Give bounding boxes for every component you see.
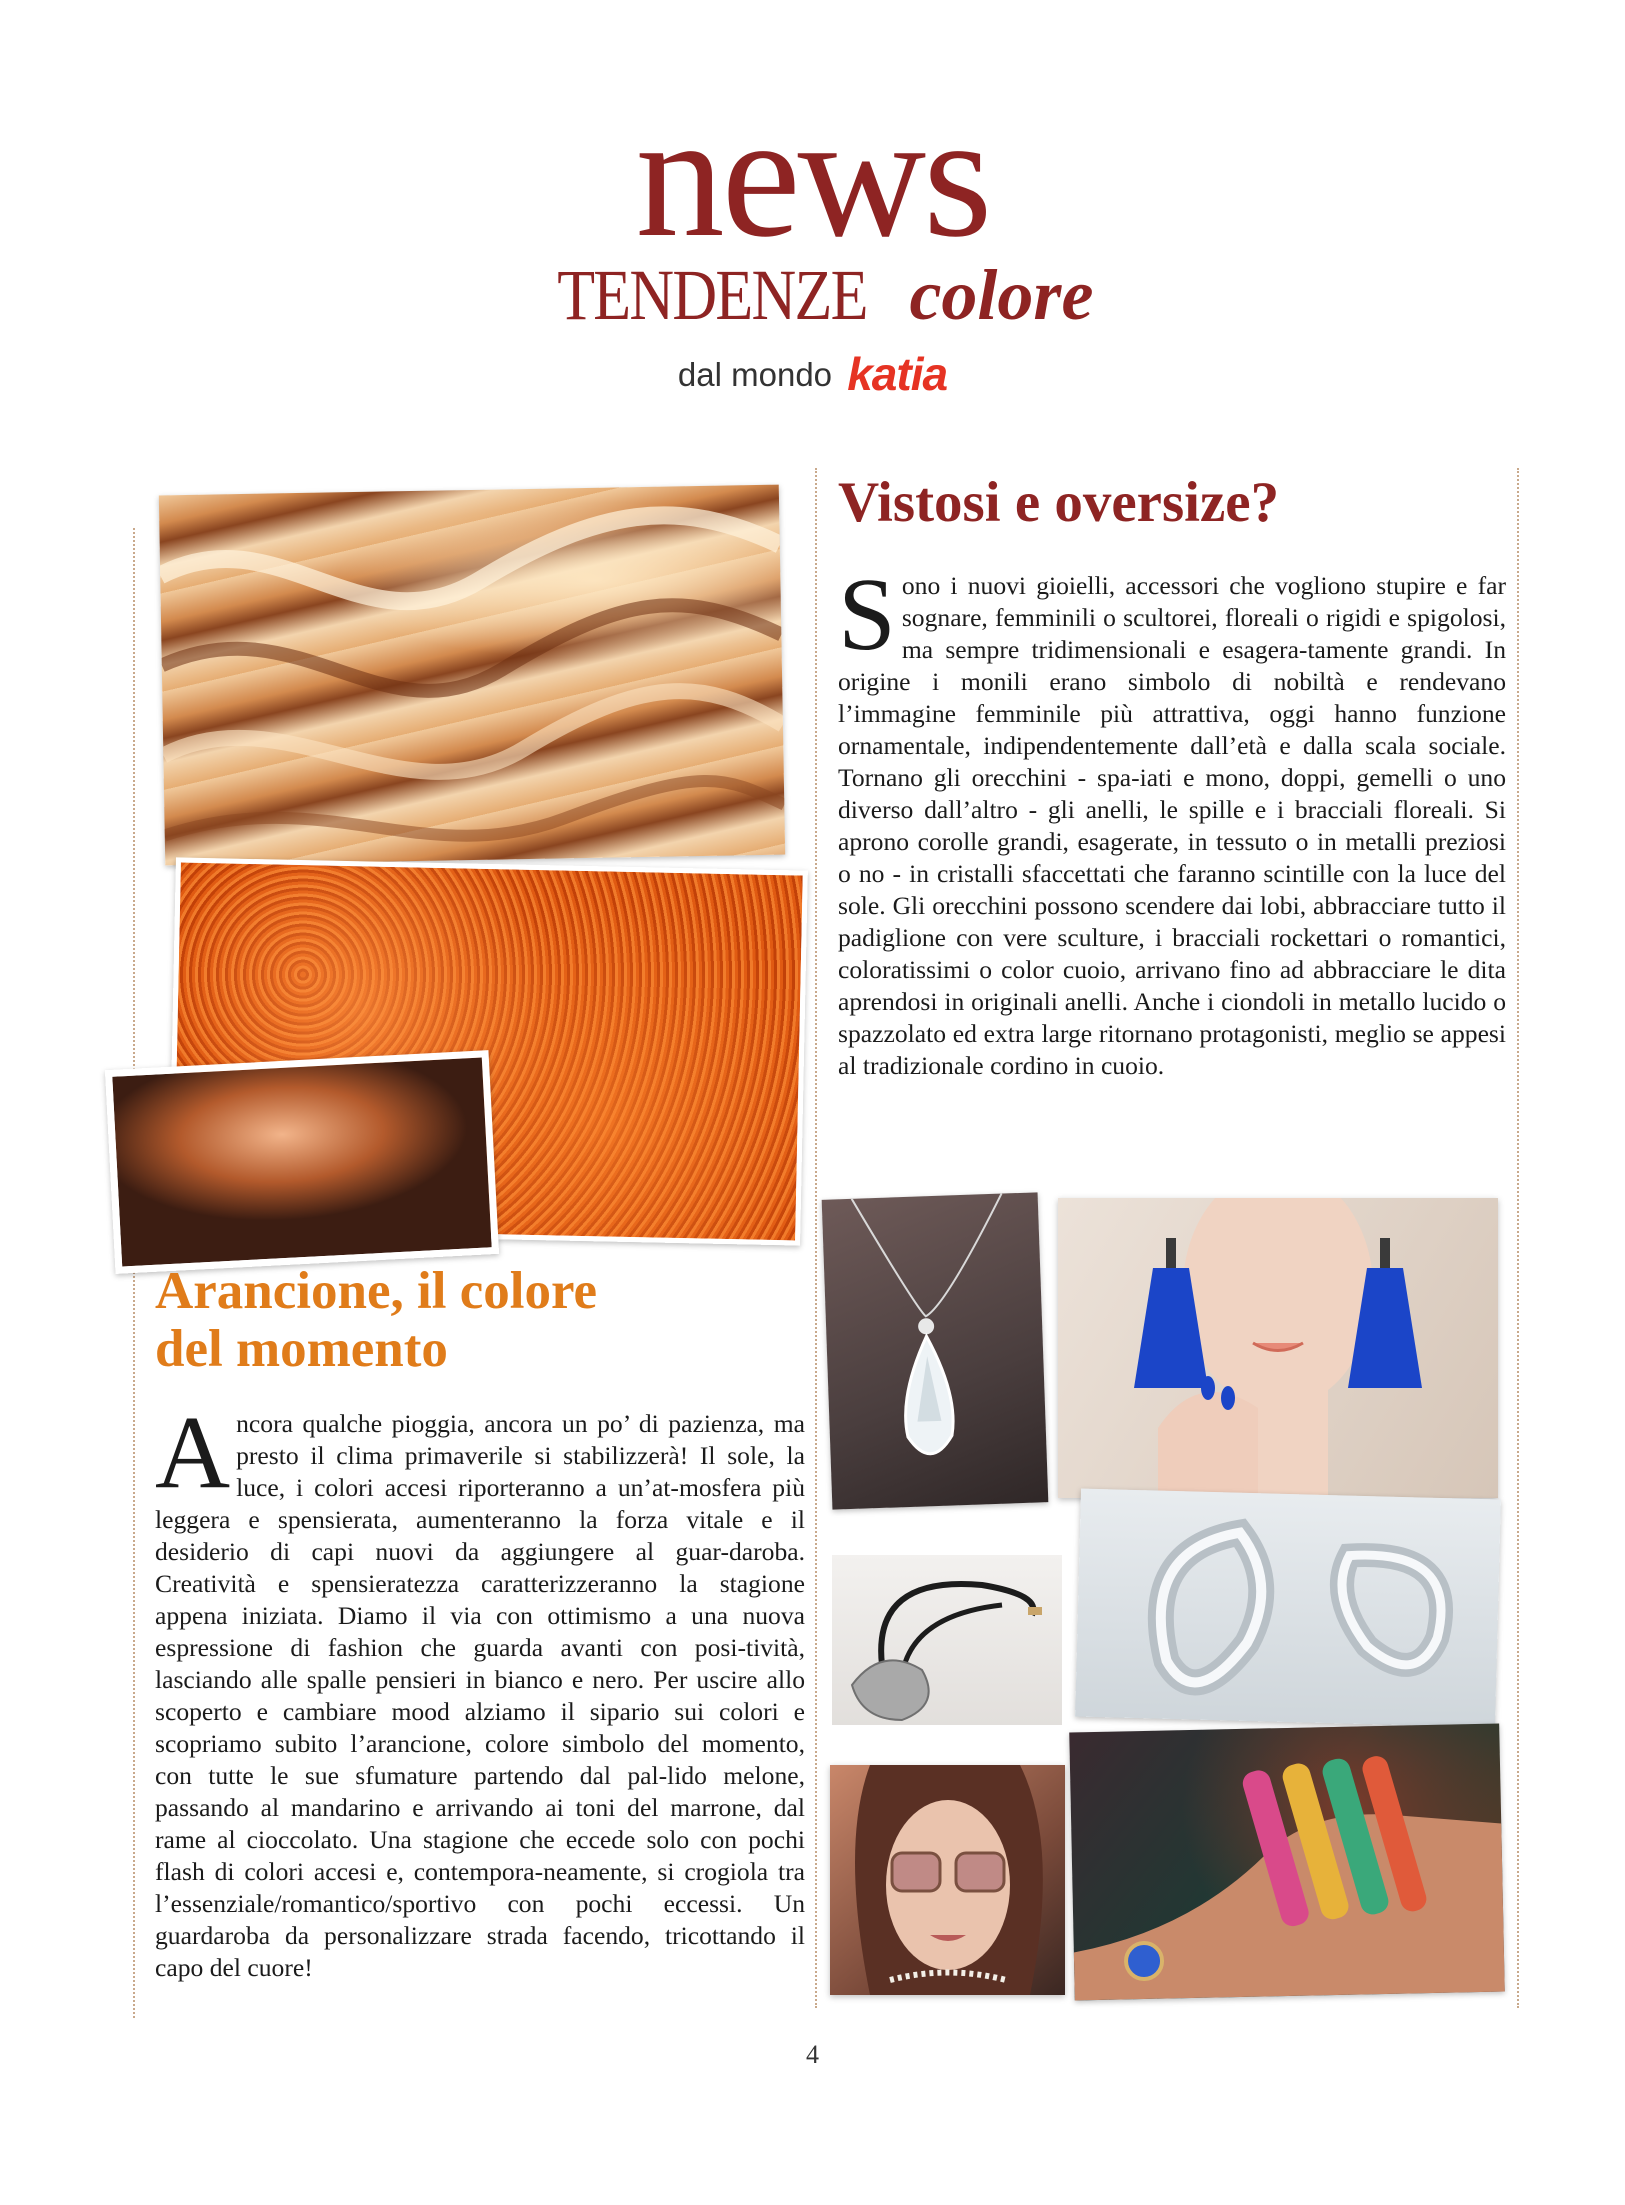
jeweled-bracelets-photo xyxy=(1069,1724,1505,2001)
left-column-rule xyxy=(133,528,135,2018)
page-number: 4 xyxy=(806,2040,819,2069)
copper-backdrop-photo xyxy=(105,1050,499,1274)
silver-earrings-photo xyxy=(1075,1489,1501,1728)
silver-earrings-illustration xyxy=(1075,1489,1501,1728)
right-article-dropcap: S xyxy=(838,557,896,672)
left-article-body xyxy=(155,1395,805,1984)
sunglasses-illustration xyxy=(830,1765,1065,1995)
waves-illustration xyxy=(159,485,785,866)
masthead-from xyxy=(0,348,1625,400)
bracelets-illustration xyxy=(1069,1724,1505,2001)
left-heading-line1: Arancione, il colore xyxy=(155,1262,598,1320)
masthead-title: news xyxy=(635,76,990,274)
subtitle-tendenze: TENDENZE xyxy=(556,255,867,335)
left-article-heading xyxy=(155,1262,805,1378)
blue-tassel-earrings-photo xyxy=(1058,1198,1498,1498)
necklace-illustration xyxy=(822,1192,1049,1509)
pendant-illustration xyxy=(832,1555,1062,1725)
earrings-illustration xyxy=(1058,1198,1498,1498)
from-text: dal mondo xyxy=(677,356,833,393)
crystal-necklace-photo xyxy=(822,1192,1049,1509)
right-article-body xyxy=(838,557,1506,1082)
katia-logo: katia xyxy=(847,348,948,400)
subtitle-colore: colore xyxy=(909,255,1094,335)
center-column-rule xyxy=(815,468,817,2008)
leaf-pendant-cord-photo xyxy=(832,1555,1062,1725)
orange-waves-photo xyxy=(159,485,785,866)
left-heading-line2: del momento xyxy=(155,1320,448,1378)
right-article-heading: Vistosi e oversize? xyxy=(838,471,1280,534)
woman-sunglasses-photo xyxy=(830,1765,1065,1995)
left-article-dropcap: A xyxy=(155,1395,231,1510)
masthead-subtitle xyxy=(0,255,1625,335)
left-article-paragraph: ncora qualche pioggia, ancora un po’ di pazienza, ma presto il clima primaverile si stabilizzerà! Il sole, la luce, i colori accesi riporteranno a un’at-mosfera più leggera e spensierata, aumenteranno la forza vitale e il desiderio di capi nuovi da aggiungere al guar-daroba. Creatività e spensieratezza caratterizzeranno la stagione appena iniziata. Diamo il via con ottimismo a una nuova espressione di fashion che guarda avanti con posi-tività, lasciando alle spalle pensieri in bianco e nero. Per uscire allo scoperto e cambiare mood alziamo il sipario sui colori e scopriamo subito l’arancione, colore simbolo del momento, con tutte le sue sfumature partendo dal pal-lido melone, passando al mandarino e arrivando ai toni del marrone, dal rame al cioccolato. Una stagione che eccede solo con pochi flash di colori accesi e, contempora-neamente, si crogiola tra l’essenziale/romantico/sportivo con pochi eccessi. Un guardaroba da personalizzare strada facendo, tricottando il capo del cuore! xyxy=(155,1409,805,1982)
right-column-rule xyxy=(1517,468,1519,2008)
right-article-paragraph: ono i nuovi gioielli, accessori che vogliono stupire e far sognare, femminili o scultorei, floreali o rigidi e spigolosi, ma sempre tridimensionali e esagera-tamente grandi. In origine i monili erano simbolo di nobiltà e rendevano l’immagine femminile più attrattiva, oggi hanno funzione ornamentale, indipendentemente dall’età e dalla scala sociale. Tornano gli orecchini - spa-iati e mono, doppi, gemelli o uno diverso dall’altro - gli anelli, le spille e i bracciali floreali. Si aprono corolle grandi, esagerate, in tessuto o in metalli preziosi o no - in cristalli sfaccettati che faranno scintille con la luce del sole. Gli orecchini possono scendere dai lobi, abbracciare tutto il padiglione con vere sculture, i bracciali rockettari o romantici, coloratissimi o color cuoio, arrivano fino ad abbracciare le dita aprendosi in originali anelli. Anche i ciondoli in metallo lucido o spazzolato ed extra large ritornano protagonisti, meglio se appesi al tradizionale cordino in cuoio. xyxy=(838,571,1506,1080)
